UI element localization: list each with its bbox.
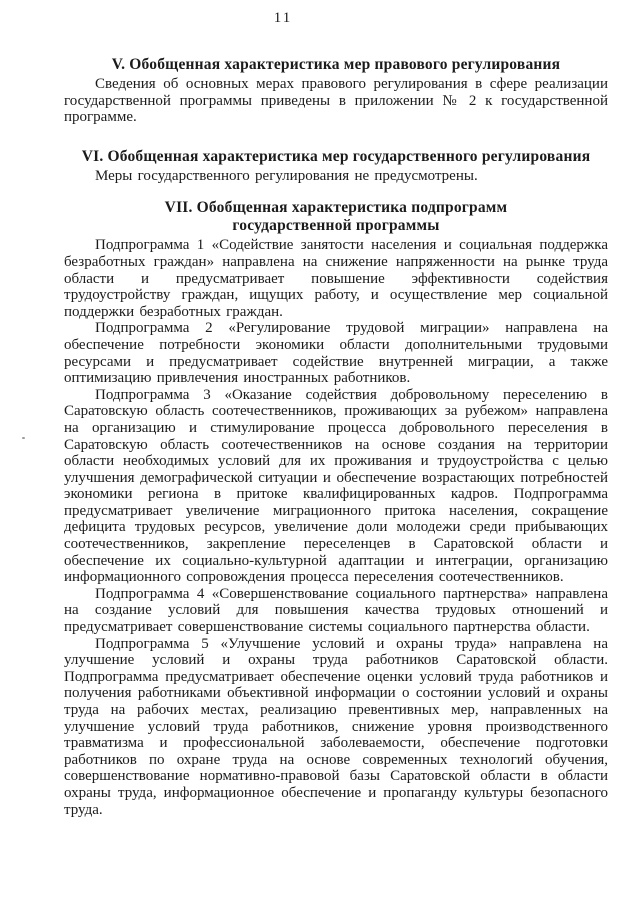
scan-speck <box>22 437 25 439</box>
document-content <box>0 56 640 818</box>
paragraph-subprogram-2: Подпрограмма 2 «Регулирование трудовой миграции» направлена на обеспечение потребности экономики области дополнительными трудовыми ресурсами и предусматривает содействие внутренней миграции, а также оптимизацию привлечения иностранных работников. <box>64 320 608 387</box>
paragraph-subprogram-3: Подпрограмма 3 «Оказание содействия добровольному переселению в Саратовскую область соотечественников, проживающих за рубежом» направлена на организацию и стимулирование процесса добровольного переселения в Саратовскую область соотечественников на основе создания на территории области необходимых условий для их проживания и трудоустройства с целью улучшения демографической ситуации и обеспечение возрастающих потребностей экономики региона в притоке квалифицированных кадров. Подпрограмма предусматривает увеличение миграционного притока населения, сокращение дефицита трудовых ресурсов, увеличение доли молодежи среди прибывающих соотечественников, закрепление переселенцев в Саратовской области и обеспечение их социально-культурной адаптации и интеграции, организацию информационного сопровождения процесса переселения соотечественников. <box>64 386 608 586</box>
paragraph-subprogram-1: Подпрограмма 1 «Содействие занятости населения и социальная поддержка безработных граждан» направлена на снижение напряженности на рынке труда области и предусматривает повышение эффективности содействия трудоустройству граждан, ищущих работу, и осуществление мер социальной поддержки безработных граждан. <box>64 237 608 320</box>
section-vi-paragraph: Меры государственного регулирования не предусмотрены. <box>95 167 478 184</box>
section-v-paragraph: Сведения об основных мерах правового регулирования в сфере реализации государственной программы приведены в приложении № 2 к государственной программе. <box>64 76 608 126</box>
paragraph-subprogram-5: Подпрограмма 5 «Улучшение условий и охраны труда» направлена на улучшение условий и охраны труда работников Саратовской области. Подпрограмма предусматривает обеспечение оценки условий труда работников и получения работниками объективной информации о состоянии условий и охраны труда на рабочих местах, реализацию превентивных мер, направленных на улучшение условий труда работников, снижение уровня производственного травматизма и профессиональной заболеваемости, обеспечение подготовки работников по охране труда на основе современных технологий обучения, совершенствование нормативно-правовой базы Саратовской области в области охраны труда, информационное обеспечение и пропаганду культуры безопасного труда. <box>64 635 608 818</box>
page-number: 11 <box>273 10 293 26</box>
section-v-heading-line: V. Обобщенная характеристика мер правового регулирования <box>111 56 561 73</box>
section-vi-heading <box>64 148 608 166</box>
paragraph-subprogram-4: Подпрограмма 4 «Совершенствование социального партнерства» направлена на создание условий для повышения качества трудовых отношений и предусматривает совершенствование системы социального партнерства области. <box>64 585 608 636</box>
section-vii-heading <box>64 199 608 235</box>
section-vi-heading-line: VI. Обобщенная характеристика мер государственного регулирования <box>81 147 591 165</box>
section-v-heading <box>64 56 608 74</box>
section-vii-heading-line-1: VII. Обобщенная характеристика подпрограмм <box>164 199 508 217</box>
section-vii-heading-line-2: государственной программы <box>232 217 440 235</box>
